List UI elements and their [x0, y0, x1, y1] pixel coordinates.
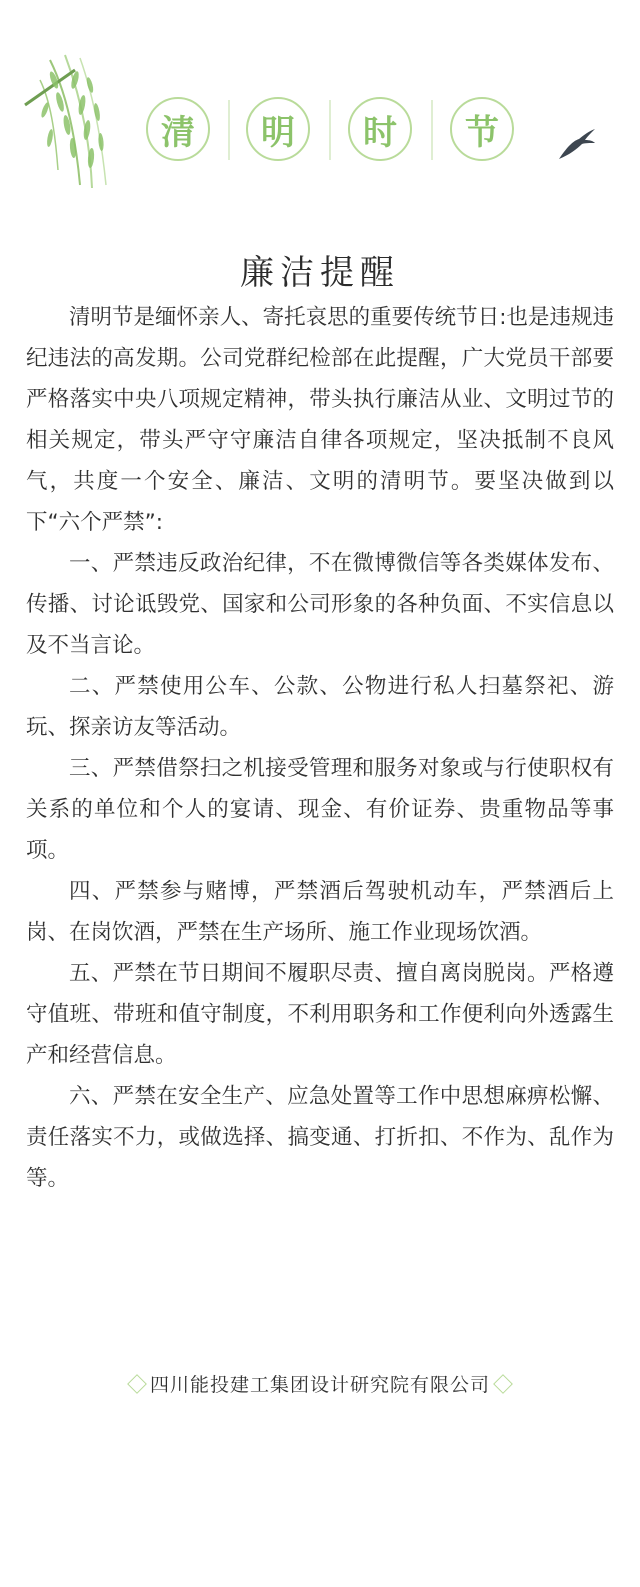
diamond-ornament-icon — [127, 1374, 147, 1394]
rule-paragraph-5: 五、严禁在节日期间不履职尽责、擅自离岗脱岗。严格遵守值班、带班和值守制度，不利用职务和工作便利向外透露生产和经营信息。 — [26, 961, 614, 1068]
header-separator — [228, 100, 230, 160]
rule-paragraph-3: 三、严禁借祭扫之机接受管理和服务对象或与行使职权有关系的单位和个人的宴请、现金、有价证券、贵重物品等事项。 — [26, 756, 614, 863]
header-separator — [431, 100, 433, 160]
page-title: 廉洁提醒 — [240, 253, 400, 293]
rule-paragraph-2: 二、严禁使用公车、公款、公物进行私人扫墓祭祀、游玩、探亲访友等活动。 — [26, 674, 614, 740]
header-char-3: 时 — [348, 97, 412, 161]
willow-branch-icon — [20, 50, 130, 190]
rule-paragraph-4: 四、严禁参与赌博，严禁酒后驾驶机动车，严禁酒后上岗、在岗饮酒，严禁在生产场所、施工作业现场饮酒。 — [26, 879, 614, 945]
article-body — [26, 297, 614, 1199]
header-char-1: 清 — [146, 97, 210, 161]
intro-paragraph: 清明节是缅怀亲人、寄托哀思的重要传统节日:也是违规违纪违法的高发期。公司党群纪检部在此提醒，广大党员干部要严格落实中央八项规定精神，带头执行廉洁从业、文明过节的相关规定，带头严守守廉洁自律各项规定，坚决抵制不良风气，共度一个安全、廉洁、文明的清明节。要坚决做到以下“六个严禁”: — [26, 305, 614, 535]
swallow-bird-icon — [557, 123, 597, 163]
company-name: 四川能投建工集团设计研究院有限公司 — [149, 1374, 490, 1396]
rule-paragraph-6: 六、严禁在安全生产、应急处置等工作中思想麻痹松懈、责任落实不力，或做选择、搞变通、打折扣、不作为、乱作为等。 — [26, 1084, 614, 1191]
header-separator — [329, 100, 331, 160]
diamond-ornament-icon — [493, 1374, 513, 1394]
header-banner — [0, 0, 640, 200]
header-char-2: 明 — [246, 97, 310, 161]
header-char-4: 节 — [450, 97, 514, 161]
rule-paragraph-1: 一、严禁违反政治纪律，不在微博微信等各类媒体发布、传播、讨论诋毁党、国家和公司形象的各种负面、不实信息以及不当言论。 — [26, 551, 614, 658]
footer-signature — [0, 1370, 640, 1397]
